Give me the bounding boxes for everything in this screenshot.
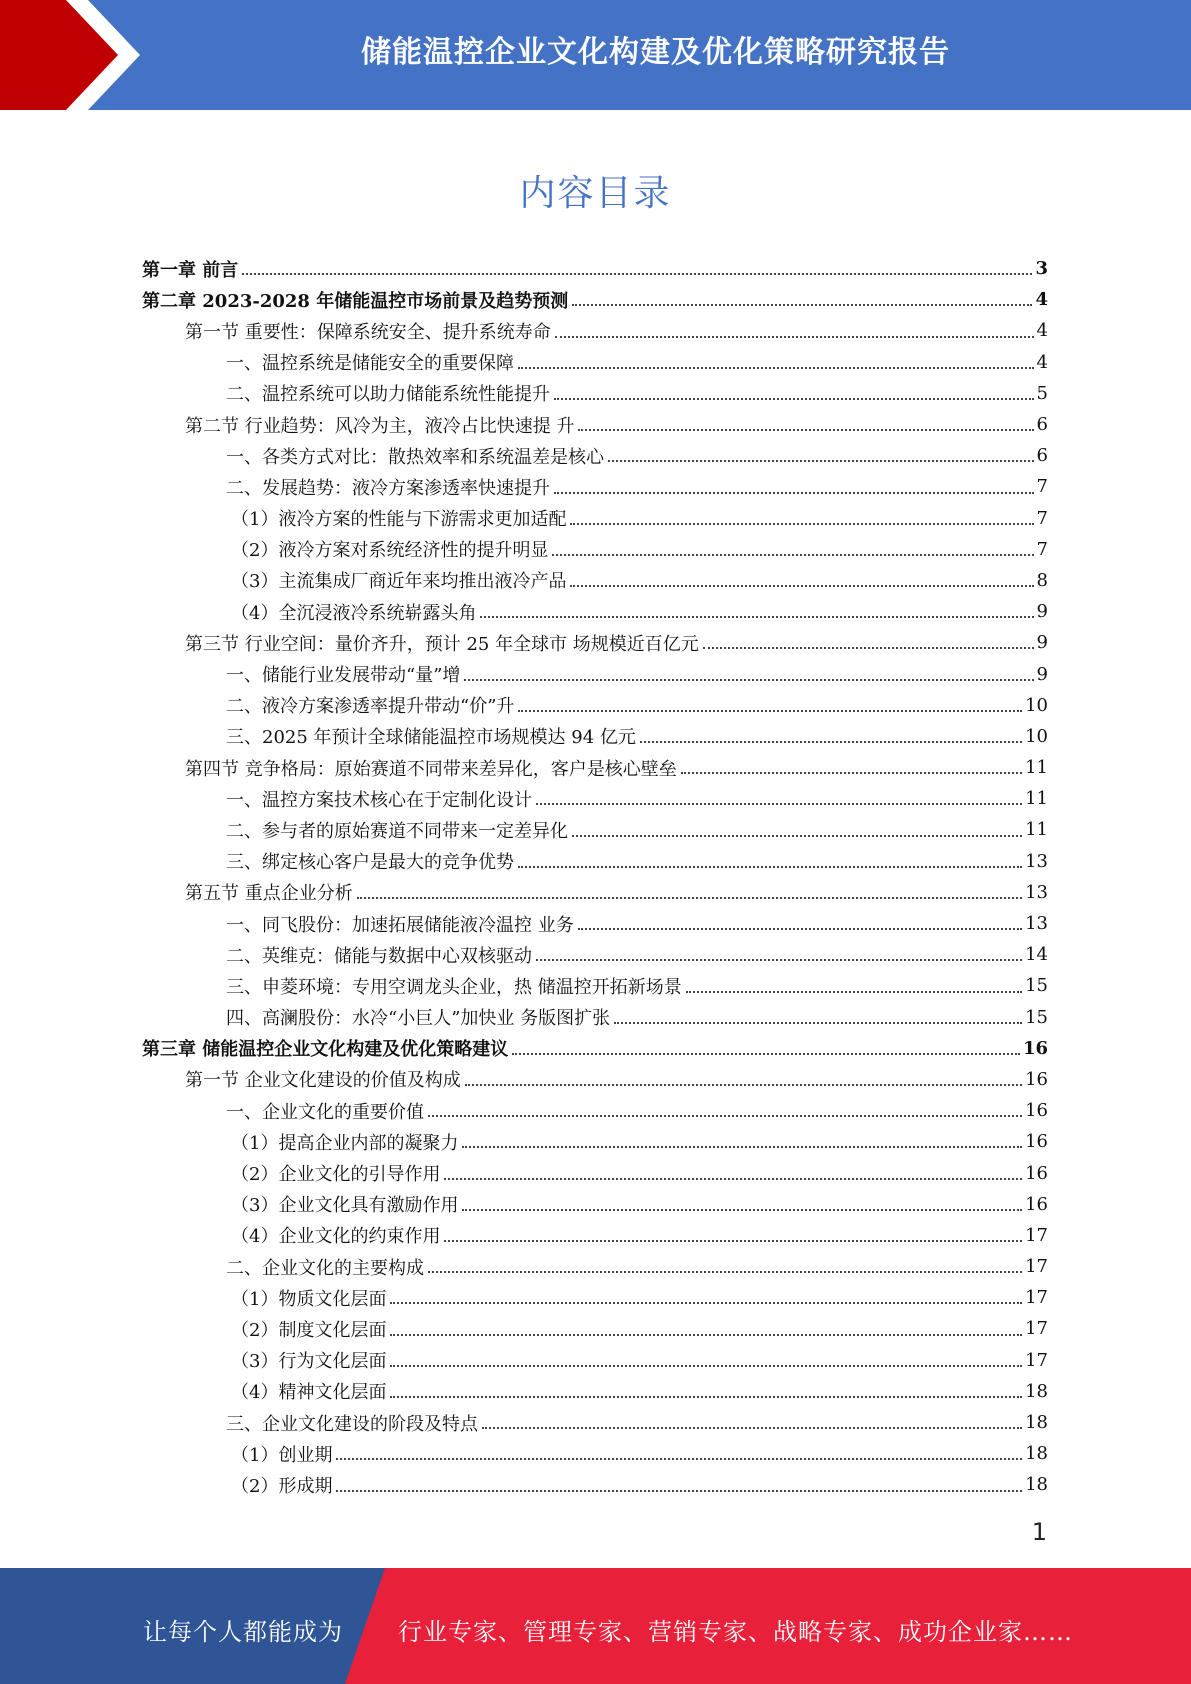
- toc-entry-title: 一、温控方案技术核心在于定制化设计: [226, 789, 532, 811]
- toc-entry-title: 四、高澜股份：水冷“小巨人”加快业 务版图扩张: [226, 1008, 611, 1030]
- toc-entry-title: （4）全沉浸液冷系统崭露头角: [231, 602, 477, 624]
- toc-dot-leader: [464, 679, 1033, 681]
- toc-entry[interactable]: [142, 1438, 1048, 1469]
- toc-entry-page: 3: [1035, 258, 1048, 280]
- toc-entry[interactable]: [142, 253, 1048, 284]
- toc-entry-page: 15: [1025, 975, 1048, 997]
- toc-entry-title: 第三章 储能温控企业文化构建及优化策略建议: [142, 1039, 509, 1061]
- toc-entry-title: （1）物质文化层面: [231, 1288, 387, 1310]
- toc-entry-page: 7: [1036, 507, 1048, 529]
- toc-entry[interactable]: [142, 1095, 1048, 1126]
- toc-entry-title: 三、申菱环境：专用空调龙头企业，热 储温控开拓新场景: [226, 976, 682, 998]
- toc-entry-page: 13: [1025, 881, 1048, 903]
- toc-entry-title: 二、液冷方案渗透率提升带动“价”升: [226, 696, 515, 718]
- toc-entry-title: 第四节 竞争格局：原始赛道不同带来差异化，客户是核心壁垒: [185, 758, 677, 780]
- toc-dot-leader: [444, 1240, 1022, 1242]
- toc-entry-title: 第一节 企业文化建设的价值及构成: [185, 1070, 461, 1092]
- toc-entry-page: 16: [1022, 1037, 1048, 1059]
- toc-dot-leader: [390, 1396, 1022, 1398]
- toc-dot-leader: [512, 1053, 1020, 1055]
- toc-entry[interactable]: [142, 908, 1048, 939]
- toc-title: 内容目录: [519, 173, 672, 214]
- toc-entry-title: 三、2025 年预计全球储能温控市场规模达 94 亿元: [226, 727, 636, 749]
- toc-dot-leader: [555, 336, 1034, 338]
- toc-entry-title: （2）制度文化层面: [231, 1319, 387, 1341]
- toc-entry[interactable]: [142, 721, 1048, 752]
- toc-entry-page: 17: [1025, 1349, 1048, 1371]
- toc-dot-leader: [681, 772, 1022, 774]
- toc-entry-page: 16: [1025, 1162, 1048, 1184]
- toc-entry[interactable]: [142, 378, 1048, 409]
- toc-dot-leader: [462, 1209, 1022, 1211]
- toc-entry-title: 第一章 前言: [142, 259, 239, 281]
- toc-entry[interactable]: [142, 347, 1048, 378]
- toc-entry-page: 18: [1025, 1443, 1048, 1465]
- toc-entry-page: 11: [1025, 819, 1048, 841]
- toc-entry-title: 一、储能行业发展带动“量”增: [226, 665, 461, 687]
- toc-dot-leader: [614, 1022, 1022, 1024]
- toc-entry[interactable]: [142, 939, 1048, 970]
- toc-dot-leader: [536, 803, 1022, 805]
- toc-entry-page: 17: [1025, 1318, 1048, 1340]
- toc-entry-title: 第二节 行业趋势：风冷为主，液冷占比快速提 升: [185, 415, 575, 437]
- toc-entry-page: 18: [1025, 1380, 1048, 1402]
- toc-entry[interactable]: [142, 627, 1048, 658]
- toc-dot-leader: [518, 866, 1022, 868]
- toc-entry-title: （2）液冷方案对系统经济性的提升明显: [231, 540, 549, 562]
- toc-entry[interactable]: [142, 783, 1048, 814]
- toc-dot-leader: [536, 959, 1022, 961]
- toc-entry[interactable]: [142, 284, 1048, 315]
- toc-dot-leader: [357, 897, 1022, 899]
- toc-entry[interactable]: [142, 846, 1048, 877]
- toc-entry-page: 9: [1036, 663, 1048, 685]
- toc-dot-leader: [336, 1458, 1022, 1460]
- toc-dot-leader: [518, 710, 1022, 712]
- toc-entry[interactable]: [142, 1189, 1048, 1220]
- toc-entry[interactable]: [142, 814, 1048, 845]
- header-arrow-graphic: [0, 0, 150, 110]
- toc-dot-leader: [570, 523, 1033, 525]
- toc-entry-title: 一、各类方式对比：散热效率和系统温差是核心: [226, 446, 604, 468]
- header-title: 储能温控企业文化构建及优化策略研究报告: [361, 35, 950, 70]
- toc-entry[interactable]: [142, 690, 1048, 721]
- toc-entry-page: 17: [1025, 1287, 1048, 1309]
- toc-dot-leader: [465, 1084, 1022, 1086]
- page-footer: [0, 1568, 1191, 1684]
- toc-entry-page: 16: [1025, 1068, 1048, 1090]
- toc-dot-leader: [444, 1178, 1022, 1180]
- toc-entry-title: 二、英维克：储能与数据中心双核驱动: [226, 945, 532, 967]
- toc-entry-title: （2）企业文化的引导作用: [231, 1164, 441, 1186]
- toc-entry[interactable]: [142, 409, 1048, 440]
- toc-entry-title: （1）液冷方案的性能与下游需求更加适配: [231, 509, 567, 531]
- toc-entry-page: 8: [1036, 569, 1048, 591]
- toc-dot-leader: [390, 1365, 1022, 1367]
- toc-entry-title: （3）主流集成厂商近年来均推出液冷产品: [231, 571, 567, 593]
- page-number: 1: [1031, 1518, 1047, 1546]
- toc-entry-title: （4）精神文化层面: [231, 1382, 387, 1404]
- toc-dot-leader: [554, 398, 1034, 400]
- table-of-contents: [142, 253, 1048, 1501]
- toc-entry[interactable]: [142, 1407, 1048, 1438]
- toc-entry-title: （2）形成期: [231, 1475, 333, 1497]
- toc-entry[interactable]: [142, 1376, 1048, 1407]
- toc-entry-page: 13: [1025, 850, 1048, 872]
- toc-entry-page: 10: [1025, 694, 1048, 716]
- toc-entry-page: 18: [1025, 1412, 1048, 1434]
- toc-entry-page: 6: [1036, 445, 1048, 467]
- toc-entry-title: 三、绑定核心客户是最大的竞争优势: [226, 852, 514, 874]
- toc-entry[interactable]: [142, 440, 1048, 471]
- toc-entry[interactable]: [142, 1126, 1048, 1157]
- toc-entry[interactable]: [142, 1220, 1048, 1251]
- toc-dot-leader: [552, 554, 1033, 556]
- toc-entry-page: 9: [1036, 632, 1048, 654]
- toc-entry-page: 11: [1025, 788, 1048, 810]
- toc-dot-leader: [518, 367, 1034, 369]
- toc-entry-page: 6: [1036, 414, 1048, 436]
- toc-dot-leader: [578, 928, 1022, 930]
- toc-entry-page: 7: [1036, 476, 1048, 498]
- toc-entry-title: 第二章 2023-2028 年储能温控市场前景及趋势预测: [142, 290, 569, 312]
- toc-entry[interactable]: [142, 877, 1048, 908]
- toc-entry-title: 第五节 重点企业分析: [185, 883, 353, 905]
- toc-entry[interactable]: [142, 1157, 1048, 1188]
- toc-entry[interactable]: [142, 565, 1048, 596]
- toc-entry[interactable]: [142, 1064, 1048, 1095]
- toc-entry[interactable]: [142, 534, 1048, 565]
- toc-entry-title: （3）行为文化层面: [231, 1351, 387, 1373]
- toc-entry[interactable]: [142, 970, 1048, 1001]
- toc-entry-title: 二、参与者的原始赛道不同带来一定差异化: [226, 820, 568, 842]
- toc-dot-leader: [462, 1146, 1022, 1148]
- toc-entry[interactable]: [142, 1313, 1048, 1344]
- toc-dot-leader: [686, 991, 1022, 993]
- toc-entry-page: 4: [1035, 289, 1048, 311]
- toc-dot-leader: [554, 492, 1034, 494]
- page-header: [0, 0, 1191, 110]
- toc-entry-page: 16: [1025, 1100, 1048, 1122]
- toc-entry-page: 4: [1036, 351, 1048, 373]
- toc-entry[interactable]: [142, 1345, 1048, 1376]
- toc-entry[interactable]: [142, 658, 1048, 689]
- toc-entry[interactable]: [142, 752, 1048, 783]
- toc-dot-leader: [242, 273, 1032, 275]
- toc-entry-page: 11: [1025, 757, 1048, 779]
- toc-dot-leader: [390, 1334, 1022, 1336]
- toc-entry-page: 10: [1025, 725, 1048, 747]
- toc-dot-leader: [428, 1271, 1022, 1273]
- toc-entry[interactable]: [142, 503, 1048, 534]
- toc-entry-title: （4）企业文化的约束作用: [231, 1226, 441, 1248]
- toc-entry-title: 第三节 行业空间：量价齐升，预计 25 年全球市 场规模近百亿元: [185, 633, 699, 655]
- toc-entry-title: 三、企业文化建设的阶段及特点: [226, 1413, 478, 1435]
- toc-entry[interactable]: [142, 1469, 1048, 1500]
- toc-dot-leader: [390, 1302, 1022, 1304]
- toc-entry[interactable]: [142, 315, 1048, 346]
- toc-entry[interactable]: [142, 1251, 1048, 1282]
- toc-dot-leader: [572, 304, 1032, 306]
- toc-entry-title: 二、企业文化的主要构成: [226, 1257, 424, 1279]
- toc-dot-leader: [482, 1427, 1022, 1429]
- toc-dot-leader: [428, 1115, 1022, 1117]
- toc-entry-page: 16: [1025, 1193, 1048, 1215]
- toc-dot-leader: [640, 741, 1022, 743]
- toc-entry[interactable]: [142, 1282, 1048, 1313]
- toc-entry[interactable]: [142, 471, 1048, 502]
- toc-dot-leader: [480, 616, 1033, 618]
- toc-entry-page: 7: [1036, 538, 1048, 560]
- toc-entry[interactable]: [142, 1033, 1048, 1064]
- toc-entry-page: 13: [1025, 913, 1048, 935]
- toc-dot-leader: [570, 585, 1033, 587]
- toc-entry-page: 4: [1036, 320, 1048, 342]
- toc-dot-leader: [336, 1490, 1022, 1492]
- toc-entry-page: 18: [1025, 1474, 1048, 1496]
- toc-dot-leader: [703, 647, 1034, 649]
- toc-entry-title: 二、温控系统可以助力储能系统性能提升: [226, 384, 550, 406]
- toc-entry-title: （3）企业文化具有激励作用: [231, 1195, 459, 1217]
- toc-entry-page: 15: [1025, 1006, 1048, 1028]
- footer-slogan-right: 行业专家、管理专家、营销专家、战略专家、成功企业家……: [398, 1618, 1073, 1646]
- toc-entry-page: 9: [1036, 601, 1048, 623]
- toc-entry[interactable]: [142, 596, 1048, 627]
- toc-entry-title: 二、发展趋势：液冷方案渗透率快速提升: [226, 477, 550, 499]
- toc-entry-title: （1）提高企业内部的凝聚力: [231, 1132, 459, 1154]
- toc-entry-title: 一、温控系统是储能安全的重要保障: [226, 353, 514, 375]
- toc-entry-title: 第一节 重要性：保障系统安全、提升系统寿命: [185, 321, 551, 343]
- toc-entry-title: 一、同飞股份：加速拓展储能液冷温控 业务: [226, 914, 574, 936]
- toc-entry[interactable]: [142, 1002, 1048, 1033]
- toc-dot-leader: [572, 835, 1022, 837]
- toc-entry-page: 5: [1036, 382, 1048, 404]
- toc-dot-leader: [608, 460, 1034, 462]
- toc-entry-page: 16: [1025, 1131, 1048, 1153]
- toc-entry-title: 一、企业文化的重要价值: [226, 1101, 424, 1123]
- toc-entry-page: 17: [1025, 1224, 1048, 1246]
- toc-entry-title: （1）创业期: [231, 1444, 333, 1466]
- footer-slogan-left: 让每个人都能成为: [143, 1618, 343, 1646]
- toc-dot-leader: [578, 429, 1033, 431]
- toc-entry-page: 17: [1025, 1256, 1048, 1278]
- toc-entry-page: 14: [1025, 944, 1048, 966]
